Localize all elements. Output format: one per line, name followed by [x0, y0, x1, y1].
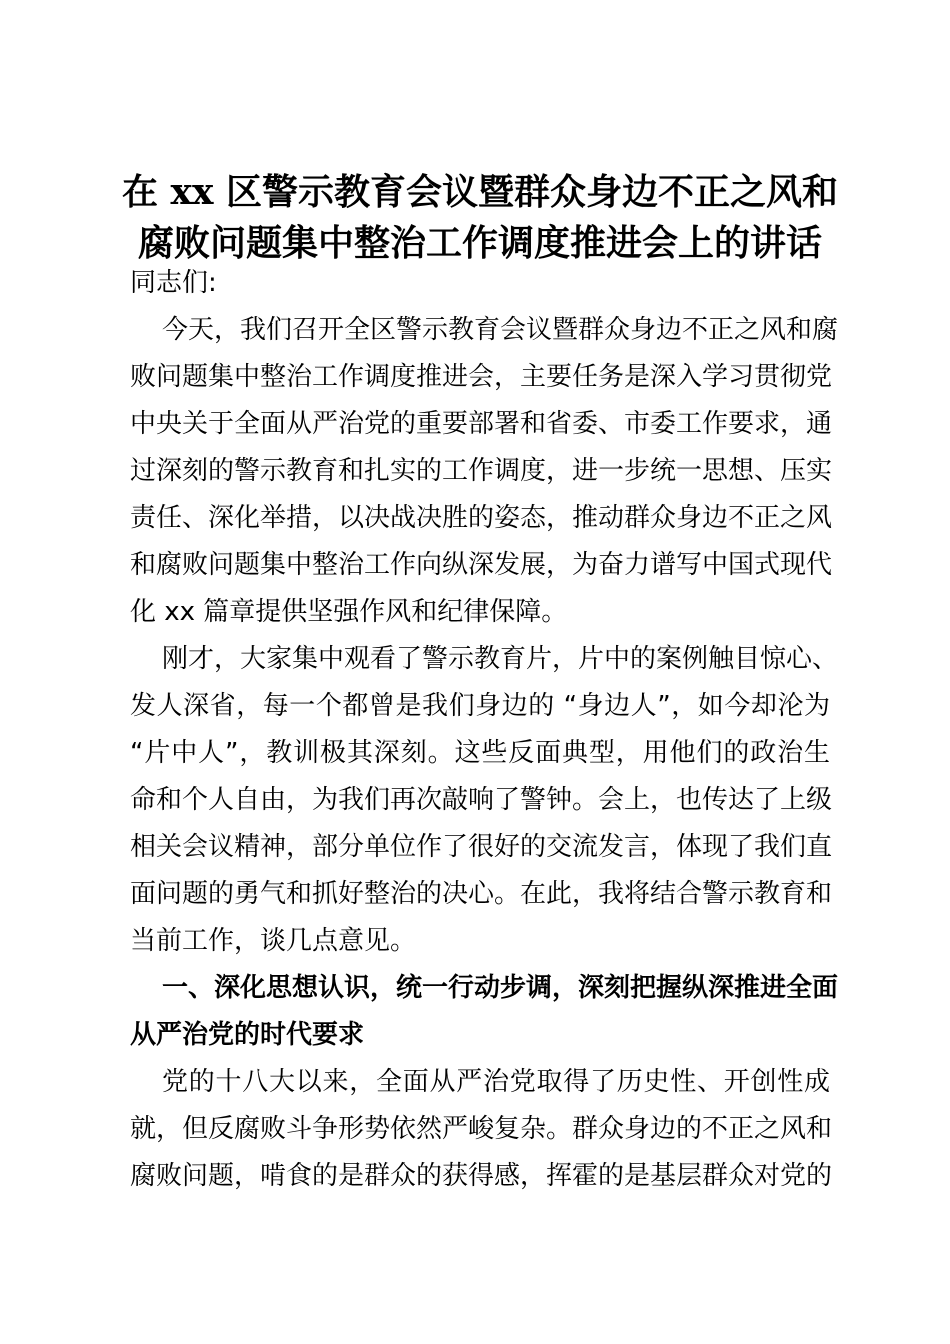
paragraph-line: 责任、深化举措，以决战决胜的姿态，推动群众身边不正之风 — [130, 503, 833, 533]
paragraph-line: 败问题集中整治工作调度推进会，主要任务是深入学习贯彻党 — [130, 362, 833, 392]
document-title-line-2: 腐败问题集中整治工作调度推进会上的讲话 — [137, 222, 822, 264]
document-title-line-1: 在 xx 区警示教育会议暨群众身边不正之风和 — [122, 171, 838, 213]
paragraph-line: 就，但反腐败斗争形势依然严峻复杂。群众身边的不正之风和 — [130, 1114, 833, 1144]
paragraph-line: “片中人”，教训极其深刻。这些反面典型，用他们的政治生 — [130, 738, 830, 768]
paragraph-line: 中央关于全面从严治党的重要部署和省委、市委工作要求，通 — [130, 409, 833, 439]
paragraph-line: 命和个人自由，为我们再次敲响了警钟。会上，也传达了上级 — [130, 785, 833, 815]
paragraph-line: 党的十八大以来，全面从严治党取得了历史性、开创性成 — [162, 1067, 830, 1097]
paragraph-line: 发人深省，每一个都曾是我们身边的 “身边人”，如今却沦为 — [130, 691, 830, 721]
paragraph-line: 刚才，大家集中观看了警示教育片，片中的案例触目惊心、 — [162, 644, 839, 674]
paragraph-line: 今天，我们召开全区警示教育会议暨群众身边不正之风和腐 — [162, 315, 839, 345]
paragraph-line: 面问题的勇气和抓好整治的决心。在此，我将结合警示教育和 — [130, 879, 833, 909]
section-heading-line: 从严治党的时代要求 — [130, 1020, 365, 1050]
section-heading-line: 一、深化思想认识，统一行动步调，深刻把握纵深推进全面 — [162, 973, 839, 1003]
paragraph-line: 相关会议精神，部分单位作了很好的交流发言，体现了我们直 — [130, 832, 833, 862]
paragraph-line: 当前工作，谈几点意见。 — [130, 926, 417, 956]
paragraph-line: 过深刻的警示教育和扎实的工作调度，进一步统一思想、压实 — [130, 456, 833, 486]
paragraph-line: 腐败问题，啃食的是群众的获得感，挥霍的是基层群众对党的 — [130, 1161, 833, 1191]
salutation: 同志们: — [130, 268, 217, 298]
paragraph-line: 和腐败问题集中整治工作向纵深发展，为奋力谱写中国式现代 — [130, 550, 833, 580]
paragraph-line: 化 xx 篇章提供坚强作风和纪律保障。 — [130, 597, 568, 627]
document-body — [130, 260, 839, 1200]
